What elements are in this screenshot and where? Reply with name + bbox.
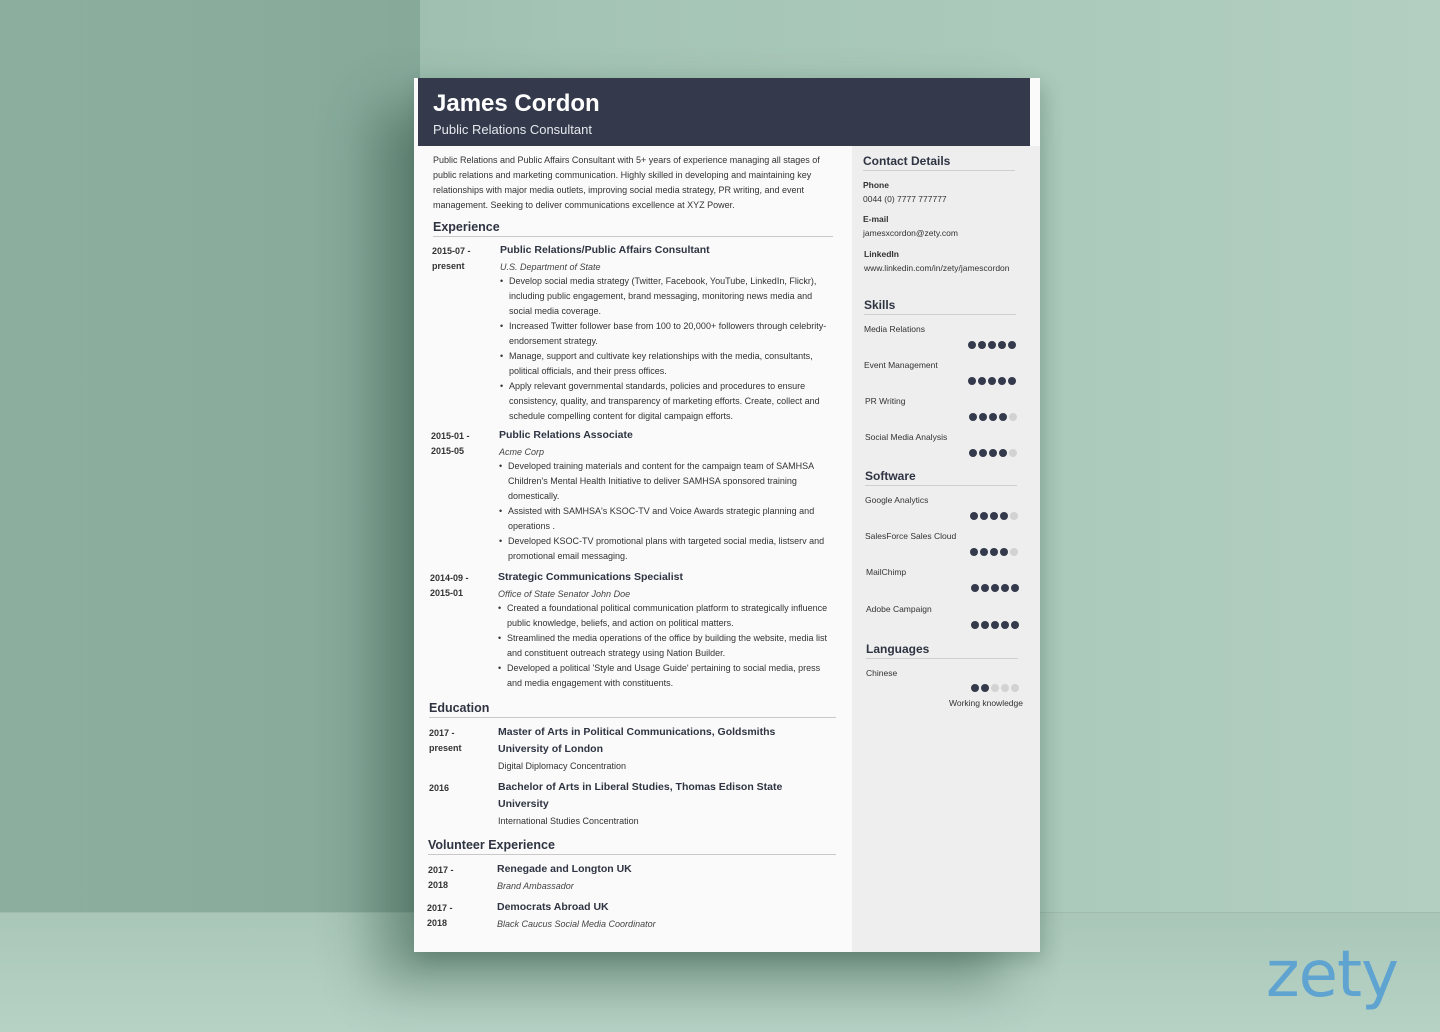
rating-dot-filled xyxy=(971,684,979,692)
volunteer-heading: Volunteer Experience xyxy=(428,838,836,855)
rating-dot-empty xyxy=(1009,413,1017,421)
skill-name: Event Management xyxy=(864,360,938,370)
skill-name: PR Writing xyxy=(865,396,906,406)
rating-dot-filled xyxy=(998,341,1006,349)
rating-dot-filled xyxy=(989,449,997,457)
rating-dot-filled xyxy=(981,621,989,629)
software-rating xyxy=(970,512,1018,520)
rating-dot-filled xyxy=(971,621,979,629)
date-start: 2017 - xyxy=(428,865,454,875)
volunteer-title: Renegade and Longton UK xyxy=(497,863,632,875)
education-heading: Education xyxy=(429,701,836,718)
rating-dot-filled xyxy=(990,548,998,556)
rating-dot-filled xyxy=(1001,584,1009,592)
rating-dot-filled xyxy=(1011,621,1019,629)
date-start: 2017 - xyxy=(427,903,453,913)
rating-dot-filled xyxy=(981,684,989,692)
skill-rating xyxy=(969,449,1017,457)
rating-dot-empty xyxy=(1009,449,1017,457)
bullet: • Manage, support and cultivate key relationships with the media, consultants, political officials, and their press offices. xyxy=(500,349,832,379)
rating-dot-filled xyxy=(968,341,976,349)
zety-logo: zety xyxy=(1266,938,1398,1012)
date-start: 2016 xyxy=(429,783,450,793)
rating-dot-filled xyxy=(971,584,979,592)
degree-title: Bachelor of Arts in Liberal Studies, Thomas Edison State University xyxy=(498,781,783,810)
summary: Public Relations and Public Affairs Consultant with 5+ years of experience managing all stages of public relations and marketing communication. Highly skilled in developing and maintaining key relationships with major media outlets, improving social media strategy, PR writing, and event management. Seeking to deliver communications excellence at XYZ Power. xyxy=(433,155,820,210)
rating-dot-filled xyxy=(991,584,999,592)
degree-detail: Digital Diplomacy Concentration xyxy=(498,761,627,771)
rating-dot-filled xyxy=(970,512,978,520)
contact-value: jamesxcordon@zety.com xyxy=(863,228,958,238)
skill-name: Media Relations xyxy=(864,324,925,334)
skill-rating xyxy=(968,341,1016,349)
skills-heading: Skills xyxy=(864,298,1016,315)
rating-dot-filled xyxy=(988,341,996,349)
rating-dot-filled xyxy=(999,449,1007,457)
candidate-name: James Cordon xyxy=(433,90,600,117)
bullet: • Created a foundational political communication platform to strategically influence public knowledge, beliefs, and action on political matters. xyxy=(498,601,832,631)
language-level: Working knowledge xyxy=(948,698,1023,708)
skill-rating xyxy=(968,377,1016,385)
software-rating xyxy=(970,548,1018,556)
rating-dot-filled xyxy=(979,449,987,457)
contact-heading: Contact Details xyxy=(863,154,1015,171)
volunteer-title: Democrats Abroad UK xyxy=(497,901,609,913)
job-title: Strategic Communications Specialist xyxy=(498,571,683,583)
rating-dot-filled xyxy=(969,449,977,457)
bullet: • Assisted with SAMHSA's KSOC-TV and Voice Awards strategic planning and operations . xyxy=(499,504,831,534)
rating-dot-filled xyxy=(978,341,986,349)
resume-header xyxy=(418,78,1030,146)
job-title: Public Relations/Public Affairs Consultant xyxy=(500,244,710,256)
skill-name: Social Media Analysis xyxy=(865,432,948,442)
rating-dot-filled xyxy=(968,377,976,385)
rating-dot-filled xyxy=(1000,548,1008,556)
skill-rating xyxy=(969,413,1017,421)
software-name: Google Analytics xyxy=(865,495,929,505)
date-start: 2017 - xyxy=(429,728,455,738)
bullet: • Apply relevant governmental standards, policies and procedures to ensure consistency, quality, and transparency of marketing efforts. Create, collect and schedule compelling content for digital campaign efforts. xyxy=(500,379,832,424)
job-org: U.S. Department of State xyxy=(500,262,601,272)
bullet: • Increased Twitter follower base from 100 to 20,000+ followers through celebrity-endorsement strategy. xyxy=(500,319,832,349)
rating-dot-filled xyxy=(991,621,999,629)
rating-dot-filled xyxy=(979,413,987,421)
rating-dot-empty xyxy=(1010,548,1018,556)
candidate-title: Public Relations Consultant xyxy=(433,122,592,137)
degree-detail: International Studies Concentration xyxy=(498,816,639,826)
date-start: 2015-07 - xyxy=(432,246,471,256)
language-name: Chinese xyxy=(866,668,898,678)
job-title: Public Relations Associate xyxy=(499,429,633,441)
contact-value: 0044 (0) 7777 777777 xyxy=(863,194,947,204)
contact-value: www.linkedin.com/in/zety/jamescordon xyxy=(864,263,1010,273)
date-end: 2015-01 xyxy=(430,588,464,598)
wall-shadow xyxy=(0,0,420,912)
software-name: Adobe Campaign xyxy=(866,604,932,614)
rating-dot-filled xyxy=(980,548,988,556)
job-org: Acme Corp xyxy=(499,447,545,457)
rating-dot-filled xyxy=(999,413,1007,421)
resume-sidebar xyxy=(852,146,1040,952)
rating-dot-empty xyxy=(1001,684,1009,692)
rating-dot-filled xyxy=(990,512,998,520)
job-bullets xyxy=(499,459,831,564)
rating-dot-filled xyxy=(989,413,997,421)
date-start: 2014-09 - xyxy=(430,573,469,583)
volunteer-role: Black Caucus Social Media Coordinator xyxy=(497,919,656,929)
experience-heading: Experience xyxy=(433,220,833,237)
date-end: present xyxy=(432,261,465,271)
rating-dot-filled xyxy=(1011,584,1019,592)
date-end: 2018 xyxy=(428,880,449,890)
software-name: MailChimp xyxy=(866,567,907,577)
bullet: • Developed a political 'Style and Usage Guide' pertaining to social media, press and media engagement with constituents. xyxy=(498,661,832,691)
job-bullets xyxy=(498,601,832,691)
date-end: present xyxy=(429,743,462,753)
rating-dot-filled xyxy=(970,548,978,556)
rating-dot-filled xyxy=(969,413,977,421)
volunteer-role: Brand Ambassador xyxy=(497,881,574,891)
language-rating xyxy=(971,684,1019,692)
software-rating xyxy=(971,621,1019,629)
bullet: • Developed KSOC-TV promotional plans with targeted social media, listserv and promotional email messaging. xyxy=(499,534,831,564)
rating-dot-filled xyxy=(978,377,986,385)
rating-dot-filled xyxy=(998,377,1006,385)
rating-dot-filled xyxy=(1008,341,1016,349)
bullet: • Streamlined the media operations of the office by building the website, media list and constituent outreach strategy using Nation Builder. xyxy=(498,631,832,661)
contact-label: Phone xyxy=(863,180,889,190)
rating-dot-filled xyxy=(981,584,989,592)
rating-dot-filled xyxy=(1000,512,1008,520)
rating-dot-filled xyxy=(980,512,988,520)
resume-page xyxy=(414,78,1040,952)
languages-heading: Languages xyxy=(866,642,1018,659)
rating-dot-empty xyxy=(1010,512,1018,520)
software-heading: Software xyxy=(865,469,1017,486)
degree-title: Master of Arts in Political Communications, Goldsmiths University of London xyxy=(498,726,776,755)
job-bullets xyxy=(500,274,832,424)
rating-dot-filled xyxy=(1001,621,1009,629)
date-start: 2015-01 - xyxy=(431,431,470,441)
software-name: SalesForce Sales Cloud xyxy=(865,531,957,541)
job-org: Office of State Senator John Doe xyxy=(498,589,631,599)
rating-dot-filled xyxy=(988,377,996,385)
date-end: 2015-05 xyxy=(431,446,465,456)
rating-dot-empty xyxy=(1011,684,1019,692)
date-end: 2018 xyxy=(427,918,448,928)
bullet: • Develop social media strategy (Twitter, Facebook, YouTube, LinkedIn, Flickr), including public engagement, brand messaging, monitoring news media and social media coverage. xyxy=(500,274,832,319)
contact-label: E-mail xyxy=(863,214,889,224)
software-rating xyxy=(971,584,1019,592)
contact-label: LinkedIn xyxy=(864,249,899,259)
rating-dot-empty xyxy=(991,684,999,692)
rating-dot-filled xyxy=(1008,377,1016,385)
bullet: • Developed training materials and content for the campaign team of SAMHSA Children's Mental Health Initiative to deliver SAMHSA sponsored training domestically. xyxy=(499,459,831,504)
